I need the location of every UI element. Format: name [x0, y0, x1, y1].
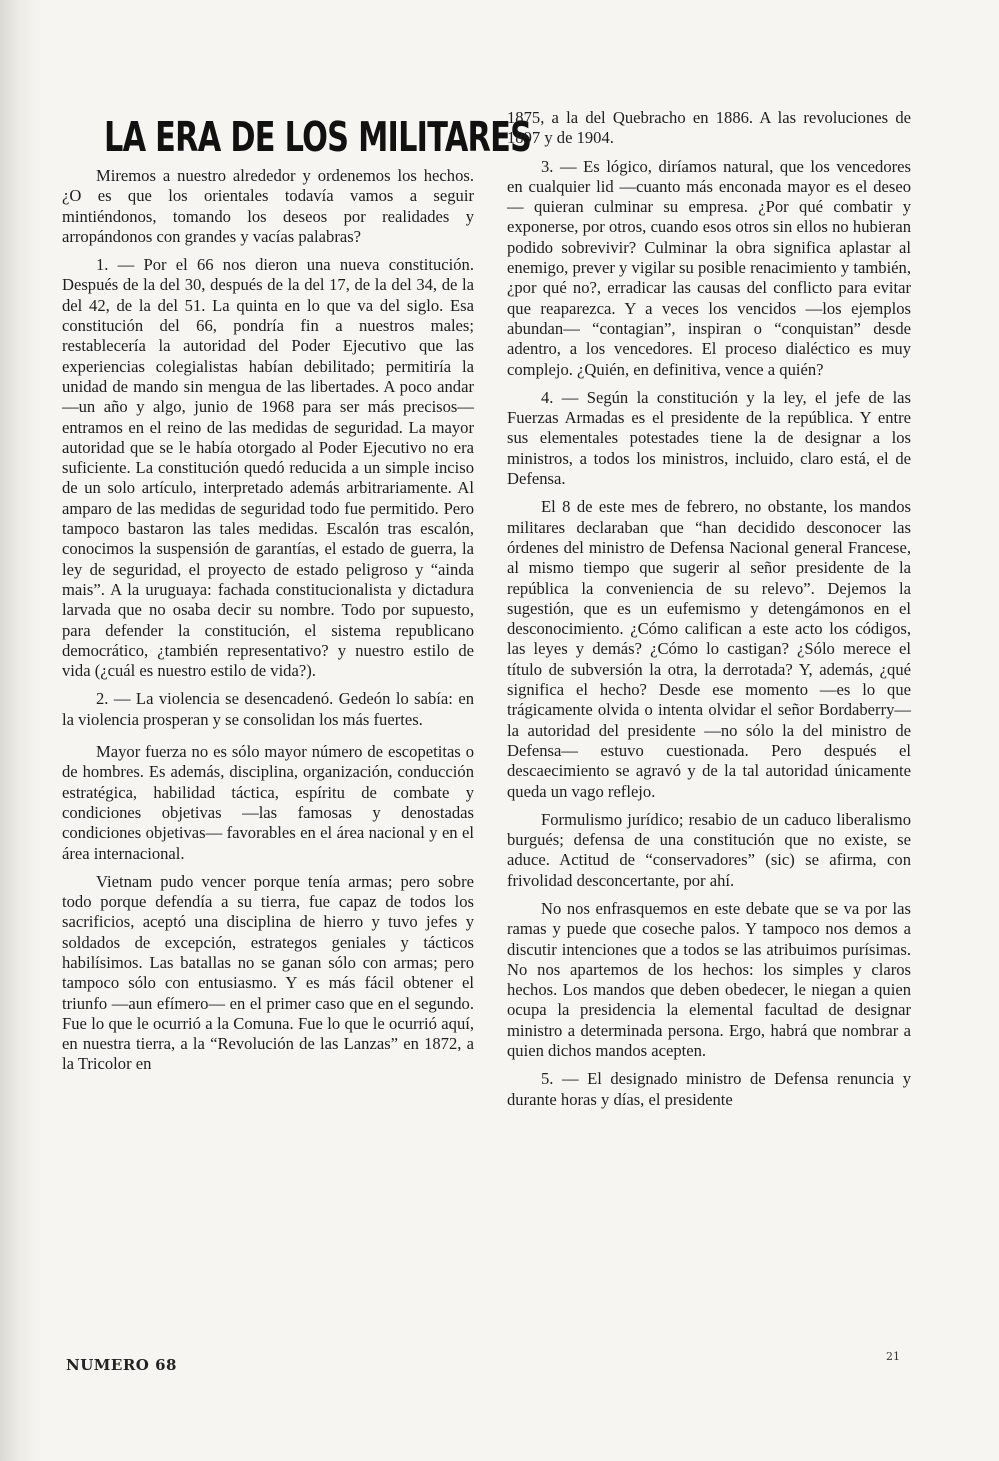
- right-column: [507, 108, 911, 1110]
- paragraph-mayor-fuerza: Mayor fuerza no es sólo mayor número de escopetitas o de hombres. Es además, disciplina, organización, conducción estratégica, habilidad táctica, espíritu de combate y condiciones objetivas —las famosas y denostadas condiciones objetivas— favorables en el área nacional y en el área internacional.: [62, 742, 474, 863]
- paragraph-vietnam: Vietnam pudo vencer porque tenía armas; pero sobre todo porque defendía a su tierra, fue capaz de todos los sacrificios, aceptó una disciplina de hierro y tuvo jefes y soldados de excepción, estrategos geniales y tácticos habilísimos. Las batallas no se ganan sólo con armas; pero tampoco sólo con entusiasmo. Y es más fácil obtener el triunfo —aun efímero— en el primer caso que en el segundo. Fue lo que le ocurrió a la Comuna. Fue lo que le ocurrió aquí, en nuestra tierra, a la “Revolución de las Lanzas” en 1872, a la Tricolor en: [62, 871, 474, 1074]
- paragraph-point-2: 2. — La violencia se desencadenó. Gedeón lo sabía: en la violencia prosperan y se consolidan los más fuertes.: [62, 689, 474, 729]
- paragraph-point-4: 4. — Según la constitución y la ley, el jefe de las Fuerzas Armadas es el presidente de la república. Y entre sus elementales potestades tiene la de designar a los ministros, a todos los ministros, incluido, claro está, el de Defensa.: [507, 387, 911, 489]
- paragraph-point-1: 1. — Por el 66 nos dieron una nueva constitución. Después de la del 30, después de la del 17, de la del 34, de la del 42, de la del 51. La quinta en lo que va del siglo. Esa constitución del 66, pondría fin a nuestros males; restablecería la autoridad del Poder Ejecutivo que las experiencias colegialistas habían debilitado; permitiría la unidad de mando sin mengua de las libertades. A poco andar —un año y algo, junio de 1968 para ser más precisos— entramos en el reino de las medidas de seguridad. La mayor autoridad que se le había otorgado al Poder Ejecutivo no era suficiente. La constitución quedó reducida a un simple inciso de un solo artículo, interpretado además arbitrariamente. Al amparo de las medidas de seguridad todo fue permitido. Pero tampoco bastaron las tales medidas. Escalón tras escalón, conocimos la suspensión de garantías, el estado de guerra, la ley de seguridad, el proyecto de estado peligroso y “ainda mais”. A la uruguaya: fachada constitucionalista y dictadura larvada que no osaba decir su nombre. Todo por supuesto, para defender la constitución, el sistema republicano democrático, ¿también representativo? y nuestro estilo de vida (¿cuál es nuestro estilo de vida?).: [62, 255, 474, 681]
- paragraph-point-3: 3. — Es lógico, diríamos natural, que los vencedores en cualquier lid —cuanto más enconada mayor es el deseo— quieran culminar su empresa. ¿Por qué combatir y exponerse, por otros, cuando esos otros sin ellos no hubieran podido sobrevivir? Culminar la obra significa aplastar al enemigo, prever y vigilar su posible renacimiento y también, ¿por qué no?, erradicar las causas del conflicto para evitar que reaparezca. Y a veces los vencidos —los ejemplos abundan— “contagian”, inspiran o “conquistan” desde adentro, a los vencedores. El proceso dialéctico es muy complejo. ¿Quién, en definitiva, vence a quién?: [507, 156, 911, 379]
- paragraph-no-nos-enfrasquemos: No nos enfrasquemos en este debate que se va por las ramas y puede que coseche palos. Y tampoco nos demos a discutir intenciones que a todos se las atribuimos purísimas. No nos apartemos de los hechos: los simples y claros hechos. Los mandos que deben obedecer, le niegan a quien ocupa la presidencia la elemental facultad de designar ministro a determinada persona. Ergo, habrá que nombrar a quien dichos mandos acepten.: [507, 898, 911, 1061]
- paragraph-8-febrero: El 8 de este mes de febrero, no obstante, los mandos militares declaraban que “han decidido desconocer las órdenes del ministro de Defensa Nacional general Francese, al mismo tiempo que sugerir al señor presidente de la república la conveniencia de su relevo”. Dejemos la sugestión, que es un eufemismo y detengámonos en el desconocimiento. ¿Cómo califican a este acto los códigos, las leyes y demás? ¿Cómo lo castigan? ¿Sólo merece el título de subversión la otra, la derrotada? Y, además, ¿qué significa el hecho? Desde ese momento —es lo que trágicamente olvida o intenta olvidar el señor Bordaberry— la autoridad del presidente —no sólo la del ministro de Defensa— estuvo cuestionada. Pero después el descaecimiento se agravó y de la tal autoridad únicamente queda un vago reflejo.: [507, 497, 911, 801]
- paragraph-continuation: 1875, a la del Quebracho en 1886. A las revoluciones de 1897 y de 1904.: [507, 108, 911, 148]
- left-column: [62, 166, 474, 1075]
- paragraph-formulismo: Formulismo jurídico; resabio de un caduco liberalismo burgués; defensa de una constitución que no existe, se aduce. Actitud de “conservadores” (sic) se afirma, con frivolidad desconcertante, por ahí.: [507, 809, 911, 890]
- page-edge-shadow: [0, 0, 40, 1461]
- article-title: LA ERA DE LOS MILITARES: [104, 113, 532, 161]
- paragraph-point-5: 5. — El designado ministro de Defensa renuncia y durante horas y días, el presidente: [507, 1069, 911, 1109]
- page-number: 21: [886, 1350, 900, 1363]
- issue-label: NUMERO 68: [66, 1356, 177, 1374]
- paragraph-intro: Miremos a nuestro alrededor y ordenemos los hechos. ¿O es que los orientales todavía vamos a seguir mintiéndonos, tomando los deseos por realidades y arropándonos con grandes y vacías palabras?: [62, 166, 474, 246]
